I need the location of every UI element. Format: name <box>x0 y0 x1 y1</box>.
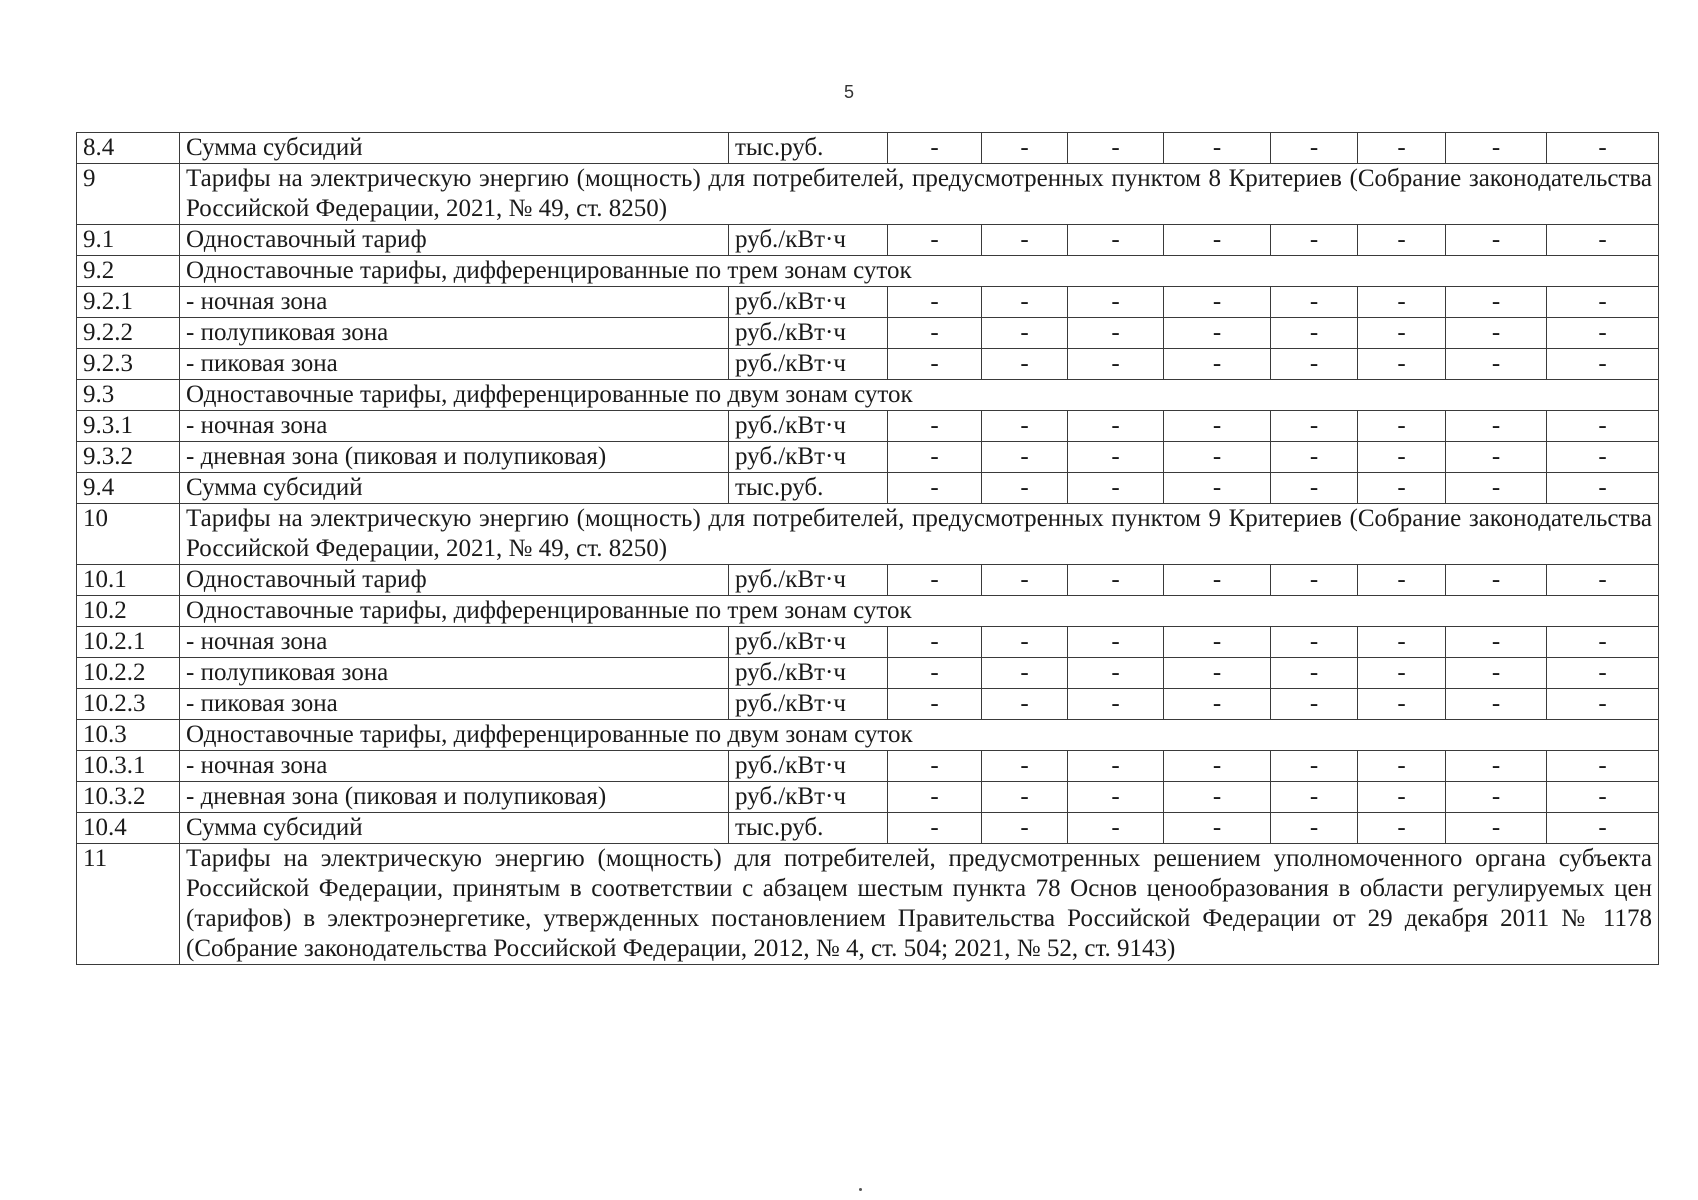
row-unit: руб./кВт·ч <box>729 689 888 720</box>
value-cell: - <box>982 349 1068 380</box>
row-number: 10.2.1 <box>77 627 180 658</box>
row-number: 10.3.2 <box>77 782 180 813</box>
value-cell: - <box>1164 287 1271 318</box>
value-cell: - <box>982 442 1068 473</box>
value-cell: - <box>1271 473 1358 504</box>
value-cell: - <box>1164 751 1271 782</box>
section-row <box>77 844 1659 965</box>
value-cell: - <box>1164 658 1271 689</box>
value-cell: - <box>1271 565 1358 596</box>
row-name: - ночная зона <box>180 751 729 782</box>
table-row <box>77 411 1659 442</box>
row-name: Сумма субсидий <box>180 473 729 504</box>
row-number: 10.4 <box>77 813 180 844</box>
value-cell: - <box>888 133 982 164</box>
value-cell: - <box>888 225 982 256</box>
value-cell: - <box>1358 473 1446 504</box>
row-name: - пиковая зона <box>180 689 729 720</box>
row-unit: тыс.руб. <box>729 813 888 844</box>
row-number: 9.4 <box>77 473 180 504</box>
row-number: 9.2.2 <box>77 318 180 349</box>
value-cell: - <box>1547 442 1659 473</box>
section-title: Одноставочные тарифы, дифференцированные по двум зонам суток <box>180 380 1659 411</box>
value-cell: - <box>888 813 982 844</box>
value-cell: - <box>1068 782 1164 813</box>
value-cell: - <box>982 473 1068 504</box>
value-cell: - <box>888 473 982 504</box>
row-name: - дневная зона (пиковая и полупиковая) <box>180 782 729 813</box>
row-number: 10.2.2 <box>77 658 180 689</box>
row-name: - пиковая зона <box>180 349 729 380</box>
row-number: 10 <box>77 504 180 565</box>
section-row <box>77 504 1659 565</box>
row-unit: руб./кВт·ч <box>729 658 888 689</box>
row-name: Сумма субсидий <box>180 133 729 164</box>
value-cell: - <box>1358 133 1446 164</box>
table-row <box>77 225 1659 256</box>
value-cell: - <box>1271 782 1358 813</box>
section-row <box>77 256 1659 287</box>
value-cell: - <box>888 751 982 782</box>
section-row <box>77 720 1659 751</box>
value-cell: - <box>982 782 1068 813</box>
row-unit: тыс.руб. <box>729 133 888 164</box>
value-cell: - <box>888 411 982 442</box>
value-cell: - <box>1446 349 1547 380</box>
row-unit: руб./кВт·ч <box>729 411 888 442</box>
table-row <box>77 813 1659 844</box>
value-cell: - <box>1068 658 1164 689</box>
row-number: 10.3.1 <box>77 751 180 782</box>
value-cell: - <box>1358 751 1446 782</box>
value-cell: - <box>982 133 1068 164</box>
row-number: 8.4 <box>77 133 180 164</box>
value-cell: - <box>1068 349 1164 380</box>
value-cell: - <box>888 318 982 349</box>
value-cell: - <box>1547 287 1659 318</box>
value-cell: - <box>1068 751 1164 782</box>
row-number: 9.3 <box>77 380 180 411</box>
value-cell: - <box>1358 411 1446 442</box>
table-row <box>77 442 1659 473</box>
row-unit: руб./кВт·ч <box>729 287 888 318</box>
value-cell: - <box>1358 658 1446 689</box>
value-cell: - <box>1271 318 1358 349</box>
value-cell: - <box>1547 565 1659 596</box>
value-cell: - <box>982 411 1068 442</box>
value-cell: - <box>1547 751 1659 782</box>
row-number: 9.2.3 <box>77 349 180 380</box>
value-cell: - <box>982 658 1068 689</box>
table-row <box>77 658 1659 689</box>
value-cell: - <box>1547 627 1659 658</box>
row-number: 9 <box>77 164 180 225</box>
value-cell: - <box>1358 813 1446 844</box>
row-unit: руб./кВт·ч <box>729 318 888 349</box>
row-name: - ночная зона <box>180 411 729 442</box>
value-cell: - <box>1068 813 1164 844</box>
value-cell: - <box>1547 473 1659 504</box>
section-title: Тарифы на электрическую энергию (мощность) для потребителей, предусмотренных пунктом 8 Критериев (Собрание законодательства Российской Федерации, 2021, № 49, ст. 8250) <box>180 164 1659 225</box>
value-cell: - <box>1446 813 1547 844</box>
value-cell: - <box>1446 318 1547 349</box>
value-cell: - <box>1446 133 1547 164</box>
value-cell: - <box>1068 442 1164 473</box>
section-title: Тарифы на электрическую энергию (мощность) для потребителей, предусмотренных пунктом 9 Критериев (Собрание законодательства Российской Федерации, 2021, № 49, ст. 8250) <box>180 504 1659 565</box>
value-cell: - <box>1358 225 1446 256</box>
value-cell: - <box>1164 473 1271 504</box>
value-cell: - <box>1446 411 1547 442</box>
row-name: Одноставочный тариф <box>180 565 729 596</box>
value-cell: - <box>1164 689 1271 720</box>
value-cell: - <box>1446 658 1547 689</box>
value-cell: - <box>1358 689 1446 720</box>
value-cell: - <box>1164 411 1271 442</box>
value-cell: - <box>1358 565 1446 596</box>
value-cell: - <box>982 287 1068 318</box>
section-row <box>77 596 1659 627</box>
row-unit: руб./кВт·ч <box>729 225 888 256</box>
value-cell: - <box>1547 225 1659 256</box>
row-number: 9.2 <box>77 256 180 287</box>
table-row <box>77 751 1659 782</box>
row-unit: руб./кВт·ч <box>729 565 888 596</box>
value-cell: - <box>982 225 1068 256</box>
value-cell: - <box>888 349 982 380</box>
value-cell: - <box>1547 133 1659 164</box>
section-title: Тарифы на электрическую энергию (мощность) для потребителей, предусмотренных решением уполномоченного органа субъекта Российской Федерации, принятым в соответствии с абзацем шестым пункта 78 Основ ценообразования в области регулируемых цен (тарифов) в электроэнергетике, утвержденных постановлением Правительства Российской Федерации от 29 декабря 2011 № 1178 (Собрание законодательства Российской Федерации, 2012, № 4, ст. 504; 2021, № 52, ст. 9143) <box>180 844 1659 965</box>
value-cell: - <box>1446 442 1547 473</box>
value-cell: - <box>1547 349 1659 380</box>
value-cell: - <box>1164 813 1271 844</box>
value-cell: - <box>1358 442 1446 473</box>
value-cell: - <box>1271 225 1358 256</box>
value-cell: - <box>888 627 982 658</box>
value-cell: - <box>1358 349 1446 380</box>
row-number: 9.2.1 <box>77 287 180 318</box>
row-number: 10.1 <box>77 565 180 596</box>
value-cell: - <box>982 627 1068 658</box>
value-cell: - <box>888 442 982 473</box>
value-cell: - <box>1068 287 1164 318</box>
value-cell: - <box>1068 565 1164 596</box>
value-cell: - <box>1446 689 1547 720</box>
row-unit: руб./кВт·ч <box>729 442 888 473</box>
value-cell: - <box>1446 287 1547 318</box>
row-unit: руб./кВт·ч <box>729 627 888 658</box>
value-cell: - <box>1547 318 1659 349</box>
row-name: - ночная зона <box>180 287 729 318</box>
section-row <box>77 380 1659 411</box>
row-number: 10.2 <box>77 596 180 627</box>
row-number: 10.2.3 <box>77 689 180 720</box>
table-row <box>77 133 1659 164</box>
value-cell: - <box>1271 349 1358 380</box>
row-number: 9.3.1 <box>77 411 180 442</box>
value-cell: - <box>888 565 982 596</box>
value-cell: - <box>888 782 982 813</box>
section-row <box>77 164 1659 225</box>
value-cell: - <box>888 287 982 318</box>
row-name: Одноставочный тариф <box>180 225 729 256</box>
row-unit: тыс.руб. <box>729 473 888 504</box>
row-unit: руб./кВт·ч <box>729 782 888 813</box>
value-cell: - <box>1164 565 1271 596</box>
value-cell: - <box>1446 782 1547 813</box>
value-cell: - <box>982 751 1068 782</box>
row-name: - ночная зона <box>180 627 729 658</box>
value-cell: - <box>1547 411 1659 442</box>
value-cell: - <box>1358 318 1446 349</box>
value-cell: - <box>1164 442 1271 473</box>
value-cell: - <box>1271 411 1358 442</box>
value-cell: - <box>1271 442 1358 473</box>
value-cell: - <box>1358 287 1446 318</box>
value-cell: - <box>1271 813 1358 844</box>
value-cell: - <box>1547 813 1659 844</box>
row-number: 9.3.2 <box>77 442 180 473</box>
value-cell: - <box>1068 411 1164 442</box>
table-row <box>77 473 1659 504</box>
value-cell: - <box>1164 225 1271 256</box>
row-number: 9.1 <box>77 225 180 256</box>
value-cell: - <box>1068 225 1164 256</box>
value-cell: - <box>1358 627 1446 658</box>
value-cell: - <box>1271 627 1358 658</box>
value-cell: - <box>982 318 1068 349</box>
scan-mark <box>859 1188 862 1191</box>
value-cell: - <box>1068 133 1164 164</box>
value-cell: - <box>1271 689 1358 720</box>
value-cell: - <box>1446 225 1547 256</box>
row-name: Сумма субсидий <box>180 813 729 844</box>
value-cell: - <box>982 565 1068 596</box>
row-number: 10.3 <box>77 720 180 751</box>
table-row <box>77 627 1659 658</box>
value-cell: - <box>1164 782 1271 813</box>
value-cell: - <box>888 658 982 689</box>
value-cell: - <box>1271 287 1358 318</box>
table-row <box>77 689 1659 720</box>
table-row <box>77 565 1659 596</box>
value-cell: - <box>1271 658 1358 689</box>
tariff-table <box>76 132 1659 965</box>
value-cell: - <box>1547 689 1659 720</box>
value-cell: - <box>1271 133 1358 164</box>
value-cell: - <box>1164 627 1271 658</box>
value-cell: - <box>1068 689 1164 720</box>
section-title: Одноставочные тарифы, дифференцированные по трем зонам суток <box>180 256 1659 287</box>
value-cell: - <box>1446 627 1547 658</box>
page-number: 5 <box>843 82 854 102</box>
value-cell: - <box>1068 627 1164 658</box>
value-cell: - <box>1547 658 1659 689</box>
section-title: Одноставочные тарифы, дифференцированные по двум зонам суток <box>180 720 1659 751</box>
value-cell: - <box>1446 565 1547 596</box>
table-row <box>77 349 1659 380</box>
value-cell: - <box>1068 473 1164 504</box>
table-row <box>77 318 1659 349</box>
row-name: - полупиковая зона <box>180 658 729 689</box>
row-unit: руб./кВт·ч <box>729 751 888 782</box>
value-cell: - <box>1068 318 1164 349</box>
value-cell: - <box>1164 349 1271 380</box>
section-title: Одноставочные тарифы, дифференцированные по трем зонам суток <box>180 596 1659 627</box>
value-cell: - <box>888 689 982 720</box>
table-row <box>77 287 1659 318</box>
value-cell: - <box>1164 318 1271 349</box>
value-cell: - <box>1446 751 1547 782</box>
row-number: 11 <box>77 844 180 965</box>
value-cell: - <box>982 813 1068 844</box>
row-unit: руб./кВт·ч <box>729 349 888 380</box>
row-name: - дневная зона (пиковая и полупиковая) <box>180 442 729 473</box>
value-cell: - <box>1271 751 1358 782</box>
value-cell: - <box>1164 133 1271 164</box>
value-cell: - <box>1446 473 1547 504</box>
row-name: - полупиковая зона <box>180 318 729 349</box>
value-cell: - <box>982 689 1068 720</box>
value-cell: - <box>1547 782 1659 813</box>
table-row <box>77 782 1659 813</box>
value-cell: - <box>1358 782 1446 813</box>
